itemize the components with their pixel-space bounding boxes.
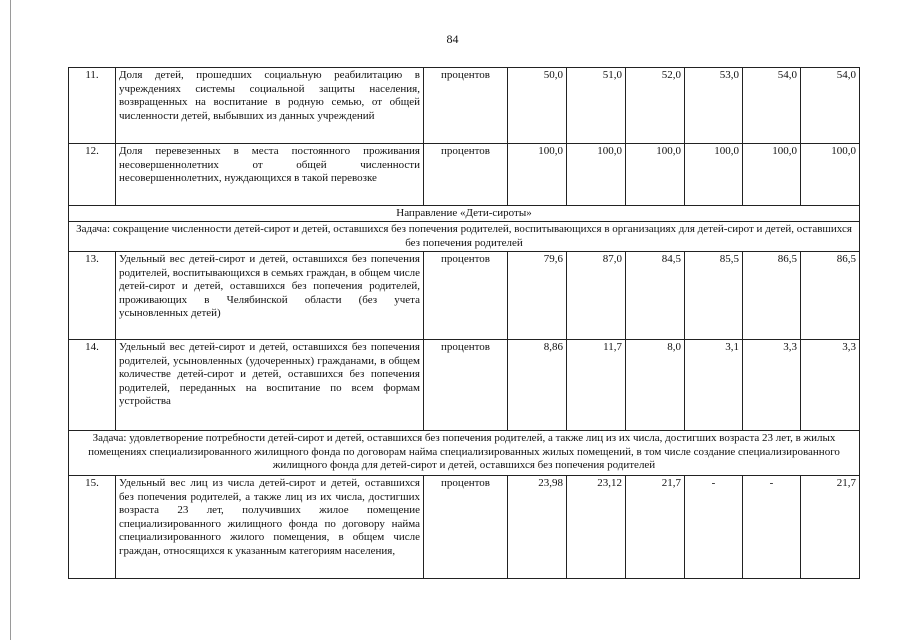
indicator-name: Удельный вес детей-сирот и детей, оставшихся без попечения родителей, воспитывающихся в семьях граждан, в общем числе детей-сирот и детей, оставшихся без попечения родителей, проживающих в Челябинской области (без учета усыновленных детей)	[116, 252, 424, 340]
value-cell: 3,3	[801, 340, 860, 431]
section-row	[69, 206, 860, 222]
value-cell: 86,5	[743, 252, 801, 340]
scan-edge-line	[10, 0, 11, 640]
table-row	[69, 476, 860, 579]
value-cell: 54,0	[743, 68, 801, 144]
value-cell: 52,0	[626, 68, 685, 144]
value-cell: 84,5	[626, 252, 685, 340]
value-cell: 21,7	[626, 476, 685, 579]
table-row	[69, 340, 860, 431]
value-cell: 100,0	[685, 144, 743, 206]
value-cell: 100,0	[743, 144, 801, 206]
page-number: 84	[446, 32, 459, 46]
task-heading: Задача: сокращение численности детей-сирот и детей, оставшихся без попечения родителей, воспитывающихся в организациях для детей-сирот и детей, оставшихся без попечения родителей	[69, 222, 860, 252]
value-cell: 23,98	[508, 476, 567, 579]
value-cell: 3,1	[685, 340, 743, 431]
value-cell: 8,86	[508, 340, 567, 431]
row-number: 12.	[69, 144, 116, 206]
value-cell: -	[685, 476, 743, 579]
row-number: 13.	[69, 252, 116, 340]
indicator-name: Удельный вес детей-сирот и детей, оставшихся без попечения родителей, усыновленных (удочеренных) гражданами, в общем количестве детей-сирот и детей, оставшихся без попечения родителей, переданных на воспитание по всем формам устройства	[116, 340, 424, 431]
indicator-name: Доля перевезенных в места постоянного проживания несовершеннолетних от общей численности несовершеннолетних, нуждающихся в такой перевозке	[116, 144, 424, 206]
table-row	[69, 144, 860, 206]
value-cell: 100,0	[626, 144, 685, 206]
value-cell: 8,0	[626, 340, 685, 431]
table-row	[69, 68, 860, 144]
row-number: 15.	[69, 476, 116, 579]
value-cell: 86,5	[801, 252, 860, 340]
unit-cell: процентов	[424, 252, 508, 340]
value-cell: 50,0	[508, 68, 567, 144]
value-cell: 3,3	[743, 340, 801, 431]
value-cell: 11,7	[567, 340, 626, 431]
indicators-table	[68, 67, 860, 579]
value-cell: -	[743, 476, 801, 579]
indicator-name: Доля детей, прошедших социальную реабилитацию в учреждениях системы социальной защиты населения, возвращенных на воспитание в родную семью, от общей численности детей, выбывших из данных учреждений	[116, 68, 424, 144]
value-cell: 23,12	[567, 476, 626, 579]
unit-cell: процентов	[424, 340, 508, 431]
value-cell: 85,5	[685, 252, 743, 340]
indicator-name: Удельный вес лиц из числа детей-сирот и детей, оставшихся без попечения родителей, а также лиц из их числа, достигших возраста 23 лет, получивших жилое помещение специализированного жилищного фонда по договору найма специализированного жилого помещения, в общем числе граждан, относящихся к указанным категориям населения,	[116, 476, 424, 579]
value-cell: 100,0	[801, 144, 860, 206]
value-cell: 54,0	[801, 68, 860, 144]
task-heading: Задача: удовлетворение потребности детей-сирот и детей, оставшихся без попечения родителей, а также лиц из их числа, достигших возраста 23 лет, в жилых помещениях специализированного жилищного фонда по договорам найма специализированных жилых помещений, в том числе создание специализированного жилищного фонда для детей-сирот и детей, оставшихся без попечения родителей	[69, 431, 860, 476]
value-cell: 87,0	[567, 252, 626, 340]
row-number: 14.	[69, 340, 116, 431]
value-cell: 53,0	[685, 68, 743, 144]
task-row	[69, 222, 860, 252]
task-row	[69, 431, 860, 476]
row-number: 11.	[69, 68, 116, 144]
unit-cell: процентов	[424, 476, 508, 579]
table-row	[69, 252, 860, 340]
unit-cell: процентов	[424, 144, 508, 206]
value-cell: 79,6	[508, 252, 567, 340]
section-title: Направление «Дети-сироты»	[69, 206, 860, 222]
unit-cell: процентов	[424, 68, 508, 144]
value-cell: 51,0	[567, 68, 626, 144]
value-cell: 21,7	[801, 476, 860, 579]
value-cell: 100,0	[508, 144, 567, 206]
value-cell: 100,0	[567, 144, 626, 206]
